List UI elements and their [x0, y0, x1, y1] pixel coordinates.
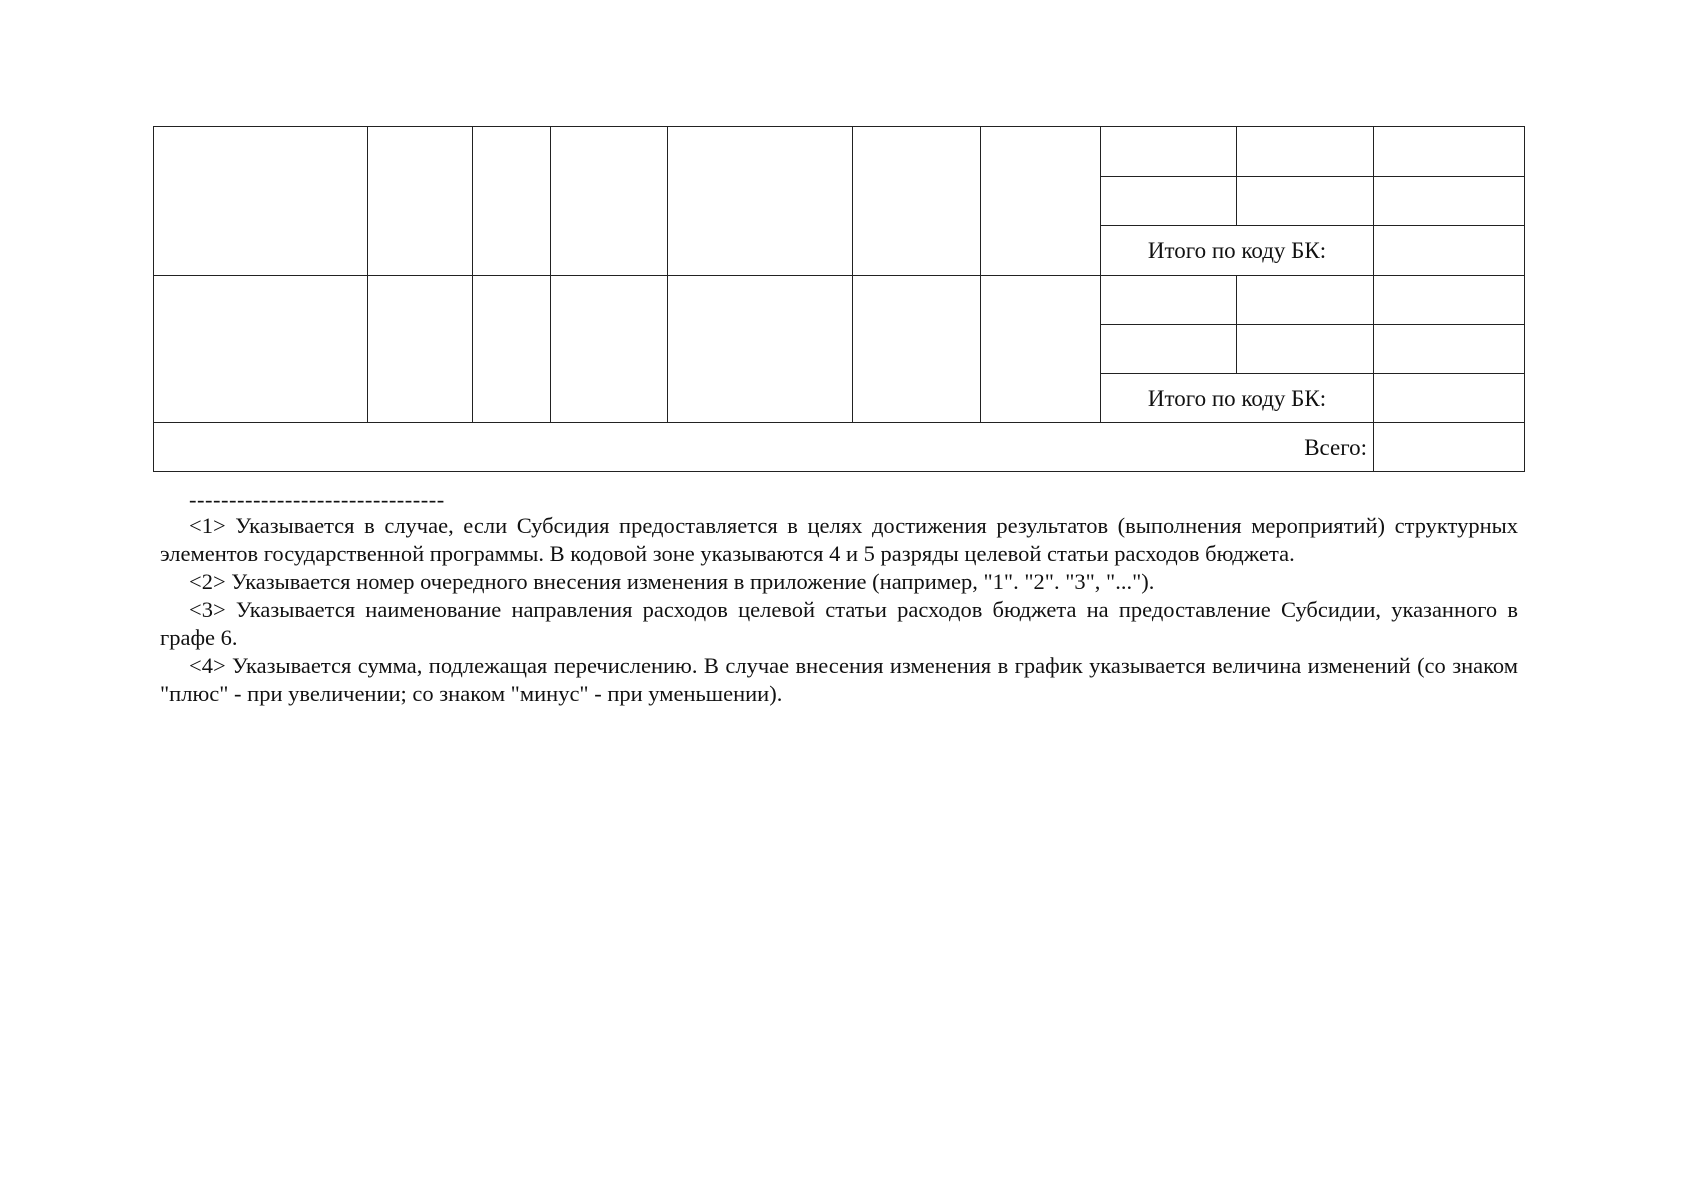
table-cell [473, 276, 551, 423]
total-value-cell [1374, 423, 1525, 472]
subtotal-value-cell [1374, 374, 1525, 423]
total-label: Всего: [154, 423, 1374, 472]
table-cell [1374, 325, 1525, 374]
table-cell [981, 276, 1101, 423]
table-cell [1374, 176, 1525, 226]
table-cell [154, 127, 368, 276]
table-row [154, 423, 1525, 472]
subtotal-value-cell [1374, 226, 1525, 276]
table-cell [368, 276, 473, 423]
table-cell [1101, 176, 1237, 226]
table-cell [368, 127, 473, 276]
table-cell [1374, 127, 1525, 177]
table-row [154, 276, 1525, 325]
table-cell [853, 127, 981, 276]
table-cell [1101, 325, 1237, 374]
table-cell [154, 276, 368, 423]
table-cell [473, 127, 551, 276]
table-cell [551, 127, 668, 276]
table-cell [1101, 127, 1237, 177]
subtotal-label: Итого по коду БК: [1101, 226, 1374, 276]
table-cell [1101, 276, 1237, 325]
table-cell [1237, 127, 1374, 177]
document-page [153, 126, 1524, 708]
table-cell [1237, 176, 1374, 226]
table-cell [853, 276, 981, 423]
table-cell [1237, 325, 1374, 374]
payment-schedule-table [153, 126, 1525, 472]
footnote-3: <3> Указывается наименование направления расходов целевой статьи расходов бюджета на предоставление Субсидии, указанного в графе 6. [160, 597, 1518, 650]
footnote-separator: -------------------------------- [189, 487, 445, 512]
table-cell [668, 127, 853, 276]
table-cell [1237, 276, 1374, 325]
table-row [154, 127, 1525, 177]
footnotes [160, 488, 1518, 708]
table-cell [551, 276, 668, 423]
footnote-1: <1> Указывается в случае, если Субсидия предоставляется в целях достижения результатов (выполнения мероприятий) структурных элементов государственной программы. В кодовой зоне указываются 4 и 5 разряды целевой статьи расходов бюджета. [160, 513, 1518, 566]
footnote-4: <4> Указывается сумма, подлежащая перечислению. В случае внесения изменения в график указывается величина изменений (со знаком "плюс" - при увеличении; со знаком "минус" - при уменьшении). [160, 653, 1518, 706]
table-cell [1374, 276, 1525, 325]
table-cell [668, 276, 853, 423]
subtotal-label: Итого по коду БК: [1101, 374, 1374, 423]
footnote-2: <2> Указывается номер очередного внесения изменения в приложение (например, "1". "2". "3", "..."). [189, 569, 1155, 594]
table-cell [981, 127, 1101, 276]
